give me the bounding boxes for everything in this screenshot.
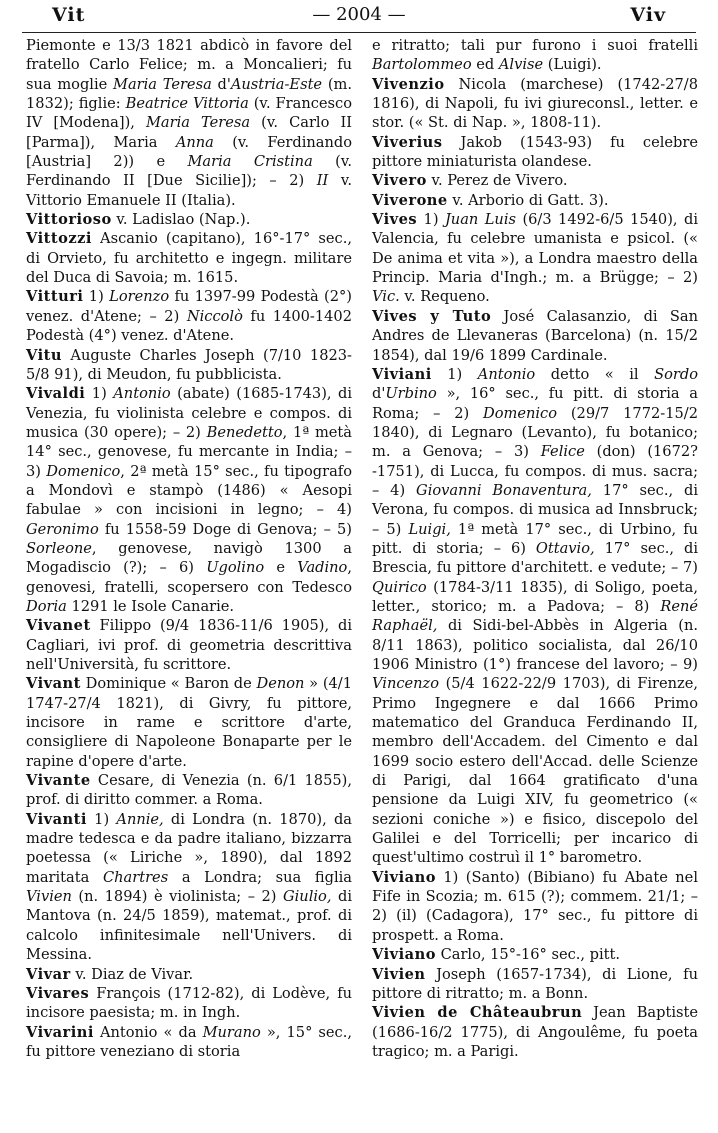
entry-italic-text: II [316,172,329,190]
entry-italic-text: Domenico [483,404,558,422]
entry-headword: Vitturi [26,288,84,306]
entry-headword: Vivien de Châteaubrun [372,1004,583,1022]
entry-text: Joseph (1657-1734), di Lione, fu pittore di ritratto; m. a Bonn. [372,965,698,1002]
entry-text: v. Ladislao (Nap.). [111,211,251,229]
entry-headword: Vivante [26,772,91,790]
entry-italic-text: Quirico [372,578,427,596]
entry-text: 1821 abdicò in favore del fratello Carlo Felice; m. a Moncalieri; fu sua moglie [26,37,352,93]
entry-text: (v. Francesco IV [Modena]), [26,95,352,132]
right-column [372,36,698,1061]
entry-text: José Calasanzio, di San Andres de Llevaneras (Barcelona) (n. 15/2 1854), dal 19/6 1899 Cardinale. [372,307,698,364]
entry-text: Piemonte e [26,37,118,54]
entry-text: 1) [83,288,110,306]
entry-text: Cesare, di Venezia (n. 6/1 1855), prof. di diritto commer. a Roma. [26,772,352,809]
entry-headword: Viviani [372,365,432,383]
header-right-guide-word: Viv [630,4,666,26]
entry-text: ed [471,56,499,74]
entry-headword: Vivares [26,984,90,1002]
entry-text: , 2ª metà 15° sec., fu tipografo a Mondovì e stampò (1486) « Aesopi fabulae » con incisioni in legno; – 4) [26,462,352,519]
entry-text: » (4/1 1747-27/4 1821), di Givry, fu pittore, incisore in rame e scrittore d'arte, consigliere di Napoleone Bonaparte per le rapine d'opere d'arte. [26,675,352,770]
dictionary-entry [372,210,698,307]
entry-text: di Sidi-bel-Abbès in Algeria (n. 8/11 1863), politico socialista, dal 26/10 1906 Ministro (1°) francese del lavoro; – 9) [372,617,698,673]
entry-text: 17° sec., di Verona, fu compos. di musica ad Innsbruck; – 5) [372,481,698,538]
entry-headword: Vivant [26,675,81,693]
entry-text: (v. Carlo II [Parma]), Maria [26,114,352,151]
entry-italic-text: Vivien [26,888,72,906]
entry-text: (6/3 1492-6/5 1540), di Valencia, fu celebre umanista e psicol. (« De anima et vita »), a Londra maestro della Princip. Maria d'Ingh.; m. a Brügge; – 2) [372,211,698,287]
entry-text: 1291 le Isole Canarie. [66,597,235,615]
entry-text: (v. Ferdinando [Austria] 2)) e [26,133,352,171]
entry-text: 1) [417,211,445,229]
dictionary-entry [372,945,698,964]
dictionary-entry [372,965,698,1004]
entry-headword: Vitu [26,346,62,364]
entry-text: v. Requeno. [399,288,490,306]
entry-text: fu 1558-59 Doge di Genova; – 5) [98,520,352,538]
entry-italic-text: Austria-Este [230,75,323,93]
entry-headword: Vivenzio [372,75,445,93]
entry-text: fu 1400-1402 Podestà (4°) venez. d'Atene. [26,307,352,345]
entry-italic-text: Giulio, [282,888,332,906]
entry-italic-text: Domenico [46,462,121,480]
entry-headword: Viverius [372,133,443,151]
page-number: — 2004 — [312,4,406,25]
entry-italic-text: Sorleone [26,539,92,557]
entry-text: (29/7 1772-15/2 1840), di Legnaro (Levanto), fu botanico; m. a Genova; – 3) [372,404,698,461]
entry-text: , 1ª metà 14° sec., genovese, fu mercante in India; – 3) [26,423,352,480]
entry-headword: Vivar [26,965,71,983]
entry-headword: Vittozzi [26,230,92,248]
entry-text: 1) [431,365,478,383]
entry-italic-text: Urbino [385,385,437,403]
dictionary-entry [372,868,698,945]
entry-headword: Vives [372,211,418,229]
entry-italic-text: Niccolò [186,307,243,325]
dictionary-entry [26,810,352,965]
entry-italic-text: René Raphaël, [372,597,698,635]
dictionary-entry [372,75,698,133]
entry-text: v. Arborio di Gatt. 3). [447,191,609,209]
entry-italic-text: Murano [202,1023,261,1041]
entry-text: (v. Ferdinando II [Due Sicilie]); – 2) [26,153,353,190]
entry-text: Ascanio (capitano), 16°-17° sec., di Orvieto, fu architetto e ingegn. militare del Duca di Savoia; m. 1615. [26,230,352,287]
entry-text: Nicola (marchese) (1742-27/8 1816), di Napoli, fu ivi giureconsl., letter. e stor. (« St. di Nap. », 1808-11). [372,75,698,132]
entry-italic-text: Antonio [477,365,536,383]
dictionary-entry [372,1003,698,1061]
entry-italic-text: Lorenzo [109,288,170,306]
entry-text: e [264,559,298,577]
entry-text: (Luigi). [543,56,602,74]
header-left-guide-word: Vit [52,4,86,26]
entry-headword: Viviano [372,946,436,964]
entry-headword: Vivaldi [26,385,86,403]
entry-italic-text: Sordo [654,365,698,383]
entry-text: (don) (1672?-1751), di Lucca, fu compos. di mus. sacra; – 4) [372,443,698,499]
entry-text: (5/4 1622-22/9 1703), di Firenze, Primo Ingegnere e dal 1666 Primo matematico del Granduca Ferdinando II, membro dell'Accadem. del Cimento e dal 1699 socio estero dell'Accad. delle Scienze di Parigi, dal 1664 gratificato d'una pensione da Luigi XIV, fu geometrico (« sezioni coniche ») e fisico, discepolo del Galilei e del Torricelli; per incarico di quest'ultimo costruì il 1° barometro. [372,675,698,867]
entry-text: François (1712-82), di Lodève, fu incisore paesista; m. in Ingh. [26,984,352,1022]
entry-text: detto « il [535,365,655,383]
dictionary-entry [372,365,698,868]
entry-headword: Vivero [372,172,427,190]
dictionary-entry [372,307,698,365]
entry-headword: Vivanti [26,810,87,828]
entry-text: 1) [86,810,117,828]
entry-italic-text: Denon [256,675,305,693]
entry-headword: Vivien [372,965,426,983]
entry-text: d' [372,385,386,403]
entry-text: 1) [85,385,114,403]
entry-italic-text: Ottavio, [535,539,595,557]
entry-text: Auguste Charles Joseph (7/10 1823-5/8 91), di Meudon, fu pubblicista. [26,346,352,383]
dictionary-entry [26,674,352,771]
dictionary-entry [26,984,352,1023]
entry-text: , genovese, navigò 1300 a Mogadiscio (?); – 6) [26,539,352,577]
entry-text: v. Vittorio Emanuele II (Italia). [26,172,352,209]
entry-text: (1784-3/11 1835), di Soligo, poeta, letter., storico; m. a Padova; – 8) [372,578,698,615]
entry-italic-text: Beatrice Vittoria [125,95,249,113]
entry-text: e ritratto; tali pur furono i suoi fratelli [372,37,698,54]
entry-text: Filippo (9/4 1836-11/6 1905), di Cagliari, ivi prof. di geometria descrittiva nell'Università, fu scrittore. [26,617,352,673]
entry-headword: Viviano [372,868,436,886]
entry-italic-text: Maria Cristina [187,153,313,171]
entry-italic-text: Alvise [498,56,544,74]
dictionary-entry [26,384,352,616]
dictionary-entry [26,287,352,345]
left-column [26,36,352,1061]
entry-italic-text: Vic. [372,288,400,306]
entry-italic-text: Juan Luis [444,211,516,229]
entry-text: (m. 1832); figlie: [26,75,352,113]
dictionary-entry [26,36,352,210]
entry-text: (abate) (1685-1743), di Venezia, fu violinista celebre e compos. di musica (30 opere); – 2) [26,385,352,441]
dictionary-entry [26,965,352,984]
entry-text: v. Perez de Vivero. [426,172,568,190]
entry-headword: Vivarini [26,1023,94,1041]
dictionary-entry [372,171,698,190]
entry-text: Jean Baptiste (1686-16/2 1775), di Angoulême, fu poeta tragico; m. a Parigi. [372,1004,698,1060]
entry-italic-text: Ugolino [206,559,265,577]
entry-italic-text: Vincenzo [372,675,440,693]
entry-text: Carlo, 15°-16° sec., pitt. [435,946,621,964]
entry-text: Dominique « Baron de [80,675,257,693]
entry-italic-text: Benedetto [206,423,283,441]
page-header [22,4,696,33]
entry-italic-text: Doria [26,597,67,615]
entry-text: di Londra (n. 1870), da madre tedesca e da padre italiano, bizzarra poetessa (« Liriche », 1890), dal 1892 maritata [26,810,352,886]
entry-italic-text: Giovanni Bonaventura, [416,481,592,499]
dictionary-entry [26,771,352,810]
entry-italic-text: Chartres [102,868,169,886]
dictionary-entry [372,133,698,172]
entry-text: 1) (Santo) (Bibiano) fu Abate nel Fife in Scozia; m. 615 (?); commem. 21/1; – 2) (il) (Cadagora), 17° sec., fu pittore di prospett. a Roma. [372,868,698,944]
entry-italic-text: Felice [540,443,585,461]
entry-text: v. Diaz de Vivar. [70,965,194,983]
dictionary-entry [26,1023,352,1062]
entry-text: », 15° sec., fu pittore veneziano di storia [26,1023,352,1060]
entry-headword: Viverone [372,191,448,209]
entry-headword: Vivanet [26,617,91,635]
entry-italic-text: Geronimo [26,520,99,538]
dictionary-entry [26,229,352,287]
dictionary-entry [26,346,352,385]
entry-text: , genovesi, fratelli, scopersero con Tedesco [26,559,352,596]
entry-text: fu 1397-99 Podestà (2°) venez. d'Atene; – 2) [26,288,352,325]
entry-text: 1ª metà 17° sec., di Urbino, fu pitt. di storia; – 6) [372,520,698,557]
dictionary-entry [372,36,698,75]
entry-text: di Mantova (n. 24/5 1859), matemat., prof. di calcolo infinitesimale nell'Univers. di Messina. [26,888,352,964]
dictionary-entry [26,616,352,674]
entry-text: a Londra; sua figlia [168,868,352,886]
dictionary-entry [26,210,352,229]
entry-headword: Vittorioso [26,211,112,229]
entry-text: 17° sec., di Brescia, fu pittore d'architett. e vedute; – 7) [372,539,698,577]
entry-italic-text: Antonio [113,385,171,403]
entry-italic-text: Luigi, [408,520,451,538]
entry-text: 13/3 [117,37,151,54]
entry-text: Jakob (1543-93) fu celebre pittore miniaturista olandese. [372,133,698,171]
entry-italic-text: Anna [175,133,214,151]
dictionary-entry [372,191,698,210]
entry-text: Antonio « da [93,1023,203,1041]
entry-text: », 16° sec., fu pitt. di storia a Roma; – 2) [372,385,698,422]
entry-italic-text: Bartolommeo [372,56,472,74]
entry-headword: Vives y Tuto [372,307,492,325]
entry-italic-text: Maria Teresa [113,75,212,93]
entry-italic-text: Maria Teresa [145,114,251,132]
entry-text: d' [211,75,231,93]
entry-italic-text: Vadino [297,559,348,577]
entry-text: (n. 1894) è violinista; – 2) [71,888,283,906]
entry-italic-text: Annie, [116,810,164,828]
